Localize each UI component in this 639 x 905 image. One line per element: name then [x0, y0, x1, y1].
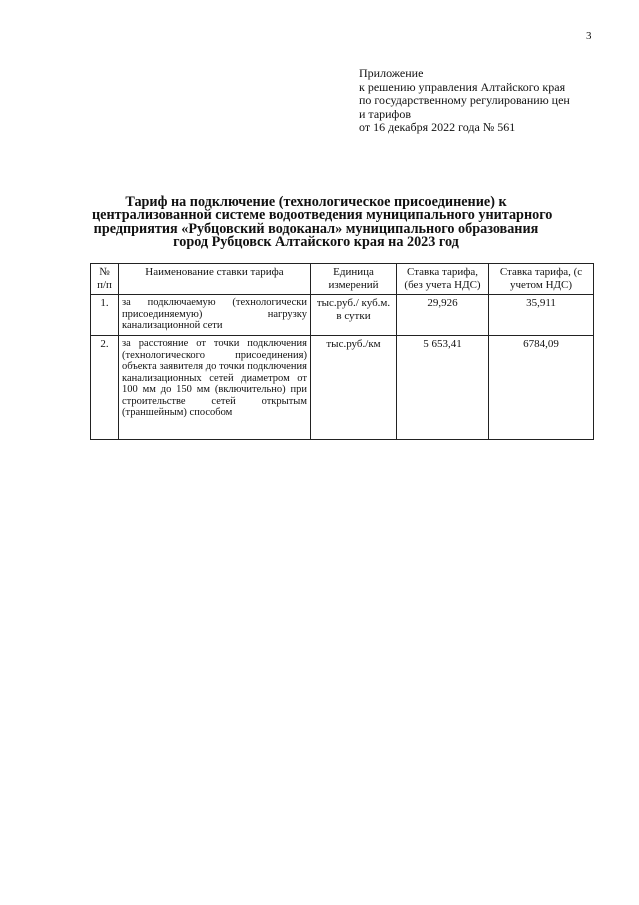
appendix-line: и тарифов	[359, 106, 412, 121]
row-num: 2.	[91, 336, 119, 440]
appendix-line: Приложение	[359, 66, 424, 80]
header-name: Наименование ставки тарифа	[119, 264, 311, 295]
appendix-line: от 16 декабря 2022 года № 561	[359, 120, 516, 134]
title-line: Тариф на подключение (технологическое присоединение) к	[125, 194, 507, 210]
header-unit: Единица измерений	[311, 264, 397, 295]
page-number: 3	[586, 30, 592, 42]
title-line: централизованной системе водоотведения муниципального унитарного	[92, 207, 553, 224]
header-num: № п/п	[91, 264, 119, 295]
table-row	[91, 295, 594, 336]
row-unit: тыс.руб./ куб.м. в сутки	[311, 295, 397, 336]
tariff-table	[90, 263, 594, 440]
header-rate-without-vat: Ставка тарифа, (без учета НДС)	[397, 264, 489, 295]
table-row	[91, 336, 594, 440]
row-name: за расстояние от точки подключения (технологического присоединения) объекта заявителя до точки подключения канализационных сетей диаметром от 100 мм до 150 мм (включительно) при строительстве сетей открытым (траншейным) способом	[119, 336, 311, 440]
appendix-line: к решению управления Алтайского края	[359, 79, 566, 94]
row-name: за подключаемую (технологически присоединяемую) нагрузку канализационной сети	[119, 295, 311, 336]
title-line: предприятия «Рубцовский водоканал» муниципального образования	[93, 220, 539, 237]
title-line: город Рубцовск Алтайского края на 2023 год	[173, 234, 459, 251]
row-rate-with-vat: 35,911	[489, 295, 594, 336]
row-unit: тыс.руб./км	[311, 336, 397, 440]
table-header-row	[91, 264, 594, 295]
row-rate-without-vat: 29,926	[397, 295, 489, 336]
row-rate-with-vat: 6784,09	[489, 336, 594, 440]
row-rate-without-vat: 5 653,41	[397, 336, 489, 440]
appendix-line: по государственному регулированию цен	[359, 93, 570, 107]
appendix-block	[359, 67, 570, 135]
document-title	[92, 194, 553, 251]
row-num: 1.	[91, 295, 119, 336]
header-rate-with-vat: Ставка тарифа, (с учетом НДС)	[489, 264, 594, 295]
